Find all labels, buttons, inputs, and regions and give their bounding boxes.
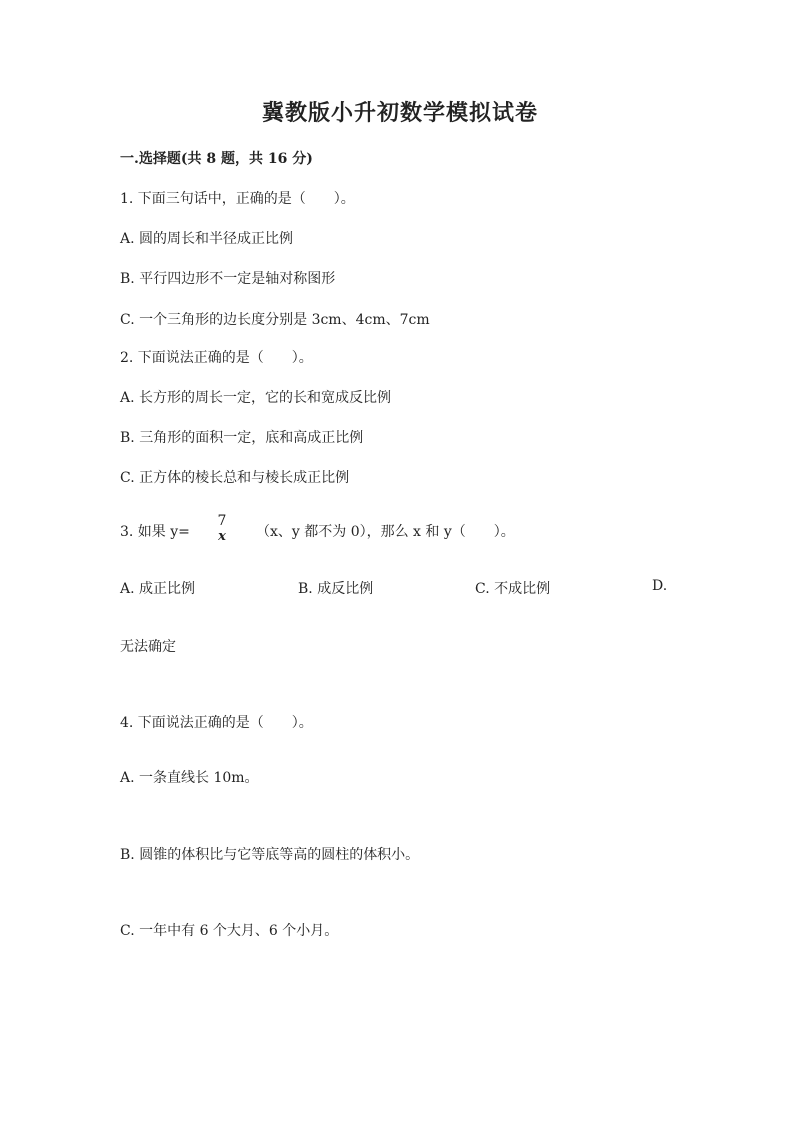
question-1-option-c: C. 一个三角形的边长度分别是 3cm、4cm、7cm <box>120 312 430 328</box>
question-3-option-b: B. 成反比例 <box>298 581 374 597</box>
page-title: 冀教版小升初数学模拟试卷 <box>261 100 538 126</box>
question-2-option-c: C. 正方体的棱长总和与棱长成正比例 <box>120 470 350 486</box>
question-4-stem: 4. 下面说法正确的是（ ）。 <box>120 715 313 731</box>
question-4-option-a: A. 一条直线长 10m。 <box>120 770 259 786</box>
question-1-option-b: B. 平行四边形不一定是轴对称图形 <box>120 271 336 287</box>
question-3-option-c: C. 不成比例 <box>475 581 551 597</box>
question-3-option-a: A. 成正比例 <box>120 581 196 597</box>
question-1-option-a: A. 圆的周长和半径成正比例 <box>120 231 294 247</box>
question-3-option-d: D. <box>652 578 668 594</box>
fraction-numerator: 7 <box>217 513 227 529</box>
question-3-stem-suffix: （x、y 都不为 0），那么 x 和 y（ ）。 <box>256 524 515 540</box>
section-heading: 一.选择题(共 8 题，共 16 分) <box>120 151 313 167</box>
question-1-stem: 1. 下面三句话中，正确的是（ ）。 <box>120 191 355 207</box>
fraction-seven-over-x <box>212 513 232 545</box>
question-3-option-d-text: 无法确定 <box>120 639 176 655</box>
question-2-option-a: A. 长方形的周长一定，它的长和宽成反比例 <box>120 390 392 406</box>
question-4-option-c: C. 一年中有 6 个大月、6 个小月。 <box>120 923 339 939</box>
question-2-stem: 2. 下面说法正确的是（ ）。 <box>120 350 313 366</box>
question-2-option-b: B. 三角形的面积一定，底和高成正比例 <box>120 430 364 446</box>
question-4-option-b: B. 圆锥的体积比与它等底等高的圆柱的体积小。 <box>120 847 420 863</box>
question-3-stem-prefix: 3. 如果 y= <box>120 524 190 540</box>
fraction-denominator: x <box>218 529 226 544</box>
